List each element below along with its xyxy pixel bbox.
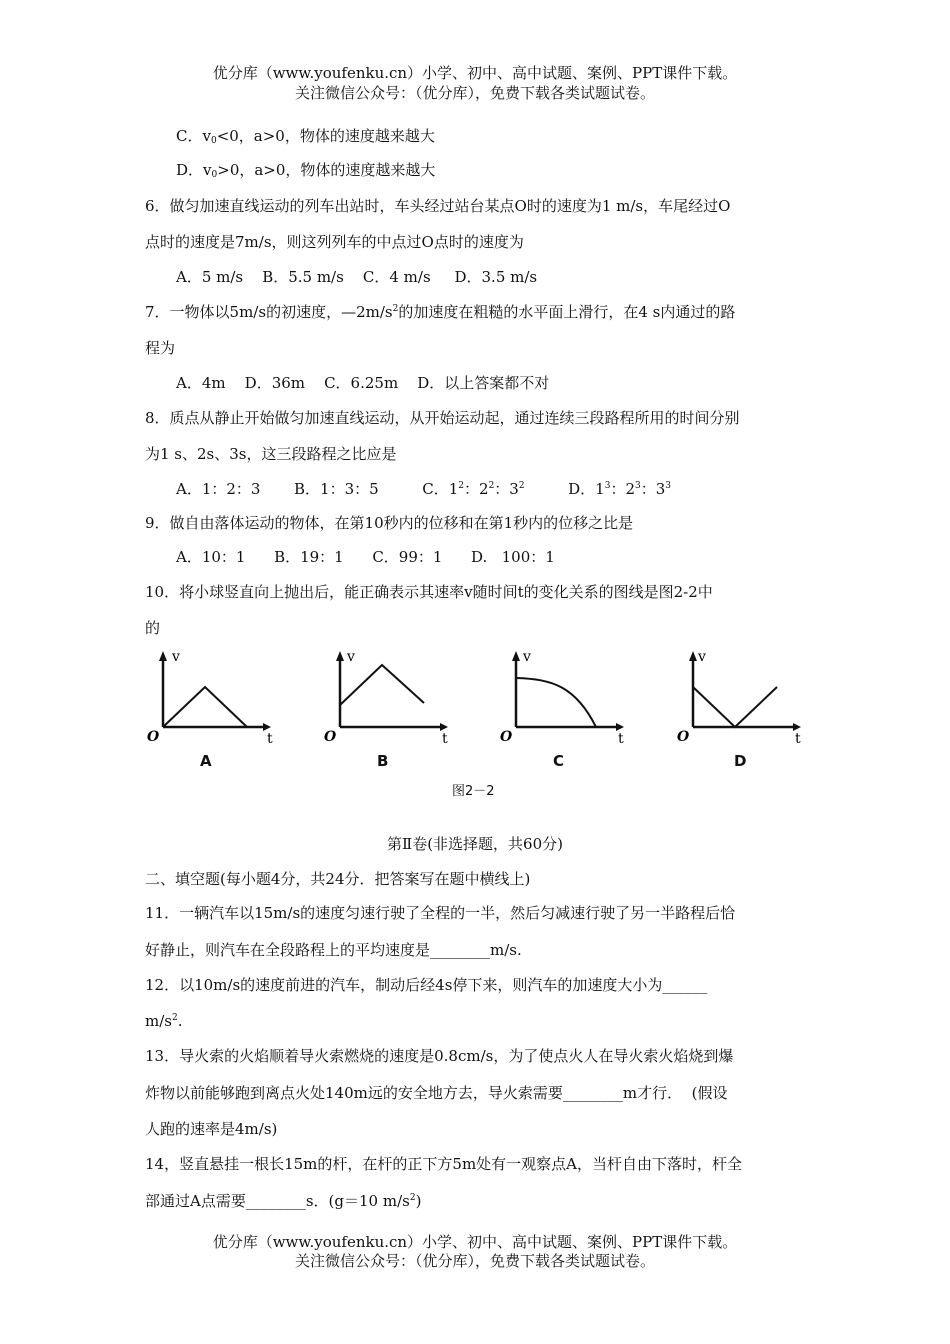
graph-d-origin: O — [677, 729, 690, 745]
q10-line-1: 10．将小球竖直向上抛出后，能正确表示其速率v随时间t的变化关系的图线是图2-2中 — [145, 583, 713, 601]
graph-d-label: D — [734, 752, 747, 770]
graph-d-t-arrow — [793, 723, 801, 731]
graph-d-v-label: v — [698, 649, 706, 665]
footer-line-2: 关注微信公众号：（优分库），免费下载各类试题试卷。 — [294, 1252, 655, 1270]
q9-options: A．10：1 B．19：1 C．99：1 D. 100：1 — [176, 548, 555, 566]
q12-l2-post: . — [177, 1012, 183, 1030]
q14-l2-sup: 2 — [409, 1193, 416, 1203]
q5-option-c — [176, 126, 435, 146]
q8-option-a: A．1：2：3 — [176, 480, 261, 498]
part2-title: 第Ⅱ卷(非选择题，共60分) — [387, 835, 563, 853]
q5-d-sub: 0 — [211, 170, 218, 180]
q10-line-2: 的 — [145, 619, 161, 637]
graph-c-label: C — [553, 752, 565, 770]
header-line-2: 关注微信公众号：（优分库），免费下载各类试题试卷。 — [294, 84, 655, 102]
q7-l1-post: 的加速度在粗糙的水平面上滑行，在4 s内通过的路 — [398, 303, 736, 321]
q14-l2-pre: 部通过A点需要________s．(g＝10 m/s — [145, 1192, 410, 1210]
graph-a-t-label: t — [267, 731, 273, 747]
q9-line-1: 9．做自由落体运动的物体，在第10秒内的位移和在第1秒内的位移之比是 — [145, 514, 634, 532]
q11-line-2: 好静止，则汽车在全段路程上的平均速度是________m/s. — [145, 941, 522, 959]
q5-c-sub: 0 — [210, 136, 217, 146]
q8-option-b: B．1：3：5 — [294, 480, 379, 498]
q12-line-1: 12．以10m/s的速度前进的汽车，制动后经4s停下来，则汽车的加速度大小为______ — [145, 976, 708, 994]
graph-d — [675, 645, 835, 775]
part2-section-heading: 二、填空题(每小题4分，共24分．把答案写在题中横线上) — [145, 870, 531, 888]
graph-c-t-arrow — [616, 723, 624, 731]
graph-a — [145, 645, 305, 775]
q8-line-2: 为1 s、2s、3s，这三段路程之比应是 — [145, 445, 397, 463]
graph-a-origin: O — [147, 729, 160, 745]
graph-c — [498, 645, 658, 775]
q7-options: A．4m D．36m C．6.25m D．以上答案都不对 — [176, 374, 550, 392]
graph-a-v-arrow — [159, 651, 167, 661]
q11-line-1: 11．一辆汽车以15m/s的速度匀速行驶了全程的一半，然后匀减速行驶了另一半路程后恰 — [145, 904, 736, 922]
q8-line-1: 8．质点从静止开始做匀加速直线运动，从开始运动起，通过连续三段路程所用的时间分别 — [145, 409, 740, 427]
q7-line-1 — [145, 302, 735, 322]
graph-d-t-label: t — [795, 731, 801, 747]
q5-d-pre: D．v — [176, 161, 212, 179]
graph-c-t-label: t — [618, 731, 624, 747]
graph-a-curve — [163, 687, 247, 727]
q8-option-d: D．$1^3$：$2^3$：$3^3$ — [568, 480, 672, 498]
graph-a-v-label: v — [172, 649, 180, 665]
q14-l2-post: ) — [415, 1192, 422, 1210]
graph-b — [322, 645, 482, 775]
graph-b-t-label: t — [442, 731, 448, 747]
q8-option-c: C．$1^2$：$2^2$：$3^2$ — [422, 480, 525, 498]
q6-options: A．5 m/s B．5.5 m/s C．4 m/s D．3.5 m/s — [176, 268, 538, 286]
q13-line-1: 13．导火索的火焰顺着导火索燃烧的速度是0.8cm/s，为了使点火人在导火索火焰烧到爆 — [145, 1047, 734, 1065]
q5-c-post: <0，a>0，物体的速度越来越大 — [216, 127, 435, 145]
q5-d-post: >0，a>0，物体的速度越来越大 — [217, 161, 436, 179]
q6-line-1: 6．做匀加速直线运动的列车出站时，车头经过站台某点O时的速度为1 m/s，车尾经过O — [145, 197, 731, 215]
graph-b-t-arrow — [440, 723, 448, 731]
graph-c-v-arrow — [512, 651, 520, 661]
graph-b-curve — [340, 665, 424, 705]
graph-c-v-label: v — [523, 649, 531, 665]
q13-line-2: 炸物以前能够跑到离点火处140m远的安全地方去，导火索需要________m才行． (假设 — [145, 1084, 728, 1102]
graph-b-origin: O — [324, 729, 337, 745]
q5-c-pre: C．v — [176, 127, 211, 145]
figure-caption: 图2－2 — [452, 784, 495, 799]
graph-c-curve — [516, 678, 596, 727]
q12-line-2 — [145, 1011, 183, 1031]
footer-line-1: 优分库（www.youfenku.cn）小学、初中、高中试题、案例、PPT课件下载。 — [212, 1233, 738, 1251]
graph-b-v-arrow — [336, 651, 344, 661]
header-line-1: 优分库（www.youfenku.cn）小学、初中、高中试题、案例、PPT课件下载。 — [212, 64, 738, 82]
q7-l1-sup: 2 — [392, 304, 399, 314]
graph-a-t-arrow — [263, 723, 271, 731]
graph-b-label: B — [377, 752, 389, 770]
q14-line-1: 14，竖直悬挂一根长15m的杆，在杆的正下方5m处有一观察点A，当杆自由下落时，杆全 — [145, 1155, 743, 1173]
q7-l1-pre: 7．一物体以5m/s的初速度，—2m/s — [145, 303, 393, 321]
graph-b-v-label: v — [347, 649, 355, 665]
q7-line-2: 程为 — [145, 339, 176, 357]
q12-l2-sup: 2 — [171, 1013, 178, 1023]
graph-c-origin: O — [500, 729, 513, 745]
q12-l2-pre: m/s — [145, 1012, 172, 1030]
q13-line-3: 人跑的速率是4m/s) — [145, 1120, 278, 1138]
graph-d-curve — [693, 687, 777, 727]
graph-d-v-arrow — [689, 651, 697, 661]
q8-options — [176, 479, 671, 499]
q5-option-d — [176, 160, 435, 180]
q14-line-2 — [145, 1191, 421, 1211]
q6-line-2: 点时的速度是7m/s，则这列列车的中点过O点时的速度为 — [145, 233, 524, 251]
graph-a-label: A — [200, 752, 212, 770]
